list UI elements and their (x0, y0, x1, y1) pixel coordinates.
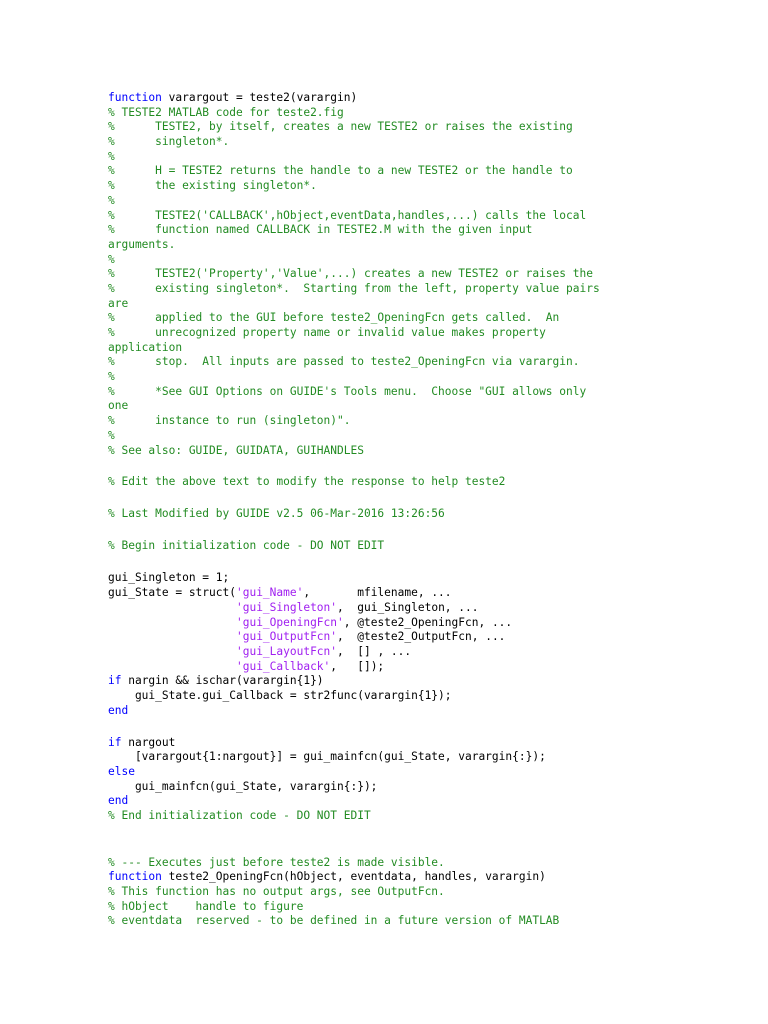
code-line (108, 194, 748, 209)
string-token: 'gui_LayoutFcn' (235, 644, 338, 658)
code-line (108, 630, 748, 645)
comment-token: % (108, 193, 115, 207)
code-token: teste2_OpeningFcn(hObject, eventdata, handles, varargin) (161, 870, 546, 884)
code-token (108, 601, 236, 614)
code-line (108, 856, 748, 871)
comment-token: % See also: GUIDE, GUIDATA, GUIHANDLES (108, 443, 364, 457)
comment-token: % eventdata reserved - to be defined in a future version of MATLAB (108, 914, 560, 928)
comment-token: % TESTE2('CALLBACK',hObject,eventData,handles,...) calls the local (108, 208, 587, 222)
comment-token: are (108, 296, 129, 310)
comment-token: % (108, 428, 115, 442)
code-line (108, 370, 748, 385)
comment-token: % --- Executes just before teste2 is made visible. (108, 855, 445, 869)
code-line (108, 586, 748, 601)
string-token: 'gui_OutputFcn' (235, 630, 338, 644)
keyword-token: end (108, 703, 129, 717)
code-line (108, 179, 748, 194)
comment-token: % stop. All inputs are passed to teste2_OpeningFcn via varargin. (108, 355, 580, 369)
comment-token: % H = TESTE2 returns the handle to a new TESTE2 or the handle to (108, 164, 573, 178)
code-line (108, 704, 748, 719)
code-line (108, 267, 748, 282)
code-token: nargout (121, 735, 176, 749)
code-line (108, 616, 748, 631)
comment-token: arguments. (108, 237, 176, 251)
code-line (108, 885, 748, 900)
comment-token: % the existing singleton*. (108, 179, 317, 193)
comment-token: % TESTE2 MATLAB code for teste2.fig (108, 105, 344, 119)
code-token: , gui_Singleton, ... (337, 600, 479, 614)
code-line (108, 900, 748, 915)
code-line (108, 135, 748, 150)
code-line (108, 253, 748, 268)
comment-token: % (108, 149, 115, 163)
code-line (108, 106, 748, 121)
code-line (108, 414, 748, 429)
comment-token: % This function has no output args, see OutputFcn. (108, 885, 445, 899)
keyword-token: end (108, 794, 129, 808)
code-line (108, 809, 748, 824)
string-token: 'gui_Callback' (235, 659, 331, 673)
code-token: , @teste2_OutputFcn, ... (337, 630, 506, 644)
code-token: gui_mainfcn(gui_State, varargin{:}); (108, 779, 378, 793)
code-line (108, 444, 748, 459)
comment-token: % Edit the above text to modify the response to help teste2 (108, 475, 506, 489)
comment-token: % function named CALLBACK in TESTE2.M with the given input (108, 223, 533, 237)
code-line (108, 660, 748, 675)
code-line (108, 571, 748, 586)
code-token (108, 660, 236, 673)
code-token: , []); (330, 659, 385, 673)
code-line (108, 164, 748, 179)
code-line (108, 311, 748, 326)
keyword-token: if (108, 674, 122, 688)
keyword-token: function (108, 870, 162, 884)
comment-token: % (108, 370, 115, 384)
blank-line (108, 458, 748, 475)
code-line (108, 385, 748, 400)
code-token: varargout = teste2(varargin) (161, 91, 358, 104)
comment-token: % *See GUI Options on GUIDE's Tools menu. Choose "GUI allows only (108, 384, 587, 398)
comment-token: % End initialization code - DO NOT EDIT (108, 809, 371, 823)
code-line (108, 870, 748, 885)
code-token: , [] , ... (337, 644, 412, 658)
code-line (108, 736, 748, 751)
code-line (108, 780, 748, 795)
comment-token: % TESTE2('Property','Value',...) creates a new TESTE2 or raises the (108, 267, 593, 281)
comment-token: % hObject handle to figure (108, 899, 304, 913)
code-token: [varargout{1:nargout}] = gui_mainfcn(gui_State, varargin{:}); (108, 750, 546, 764)
comment-token: one (108, 399, 129, 413)
comment-token: % applied to the GUI before teste2_OpeningFcn gets called. An (108, 311, 560, 325)
code-line (108, 399, 748, 414)
code-line (108, 238, 748, 253)
string-token: 'gui_Name' (235, 586, 304, 600)
blank-line (108, 554, 748, 571)
code-line (108, 297, 748, 312)
code-token (108, 630, 236, 643)
blank-line (108, 522, 748, 539)
code-token (108, 645, 236, 658)
code-line (108, 326, 748, 341)
blank-line (108, 490, 748, 507)
code-line (108, 355, 748, 370)
code-line (108, 689, 748, 704)
code-token: gui_State.gui_Callback = str2func(varargin{1}); (108, 688, 452, 702)
comment-token: % existing singleton*. Starting from the left, property value pairs (108, 281, 600, 295)
comment-token: application (108, 340, 183, 354)
code-line (108, 674, 748, 689)
comment-token: % (108, 252, 115, 266)
code-line (108, 475, 748, 490)
code-line (108, 765, 748, 780)
comment-token: % Begin initialization code - DO NOT EDIT (108, 539, 385, 553)
code-listing (108, 91, 748, 929)
code-token: gui_State = struct( (108, 586, 236, 600)
code-token: gui_Singleton = 1; (108, 571, 230, 585)
keyword-token: function (108, 91, 162, 104)
string-token: 'gui_OpeningFcn' (235, 615, 344, 629)
code-line (108, 150, 748, 165)
string-token: 'gui_Singleton' (235, 600, 338, 614)
code-line (108, 223, 748, 238)
code-token (108, 616, 236, 629)
code-line (108, 282, 748, 297)
code-token: nargin && ischar(varargin{1}) (121, 674, 324, 688)
code-line (108, 507, 748, 522)
code-line (108, 914, 748, 929)
blank-line (108, 824, 748, 856)
comment-token: % Last Modified by GUIDE v2.5 06-Mar-2016 13:26:56 (108, 507, 445, 521)
code-line (108, 209, 748, 224)
code-line (108, 91, 748, 106)
keyword-token: if (108, 735, 122, 749)
code-token: , mfilename, ... (303, 586, 452, 600)
comment-token: % unrecognized property name or invalid value makes property (108, 326, 546, 339)
code-line (108, 341, 748, 356)
code-line (108, 120, 748, 135)
code-line (108, 750, 748, 765)
code-line (108, 645, 748, 660)
code-line (108, 794, 748, 809)
code-line (108, 429, 748, 444)
blank-line (108, 718, 748, 735)
code-line (108, 539, 748, 554)
code-line (108, 601, 748, 616)
comment-token: % TESTE2, by itself, creates a new TESTE2 or raises the existing (108, 120, 573, 134)
code-token: , @teste2_OpeningFcn, ... (343, 615, 513, 629)
comment-token: % singleton*. (108, 135, 230, 149)
keyword-token: else (108, 764, 135, 778)
comment-token: % instance to run (singleton)". (108, 414, 351, 428)
